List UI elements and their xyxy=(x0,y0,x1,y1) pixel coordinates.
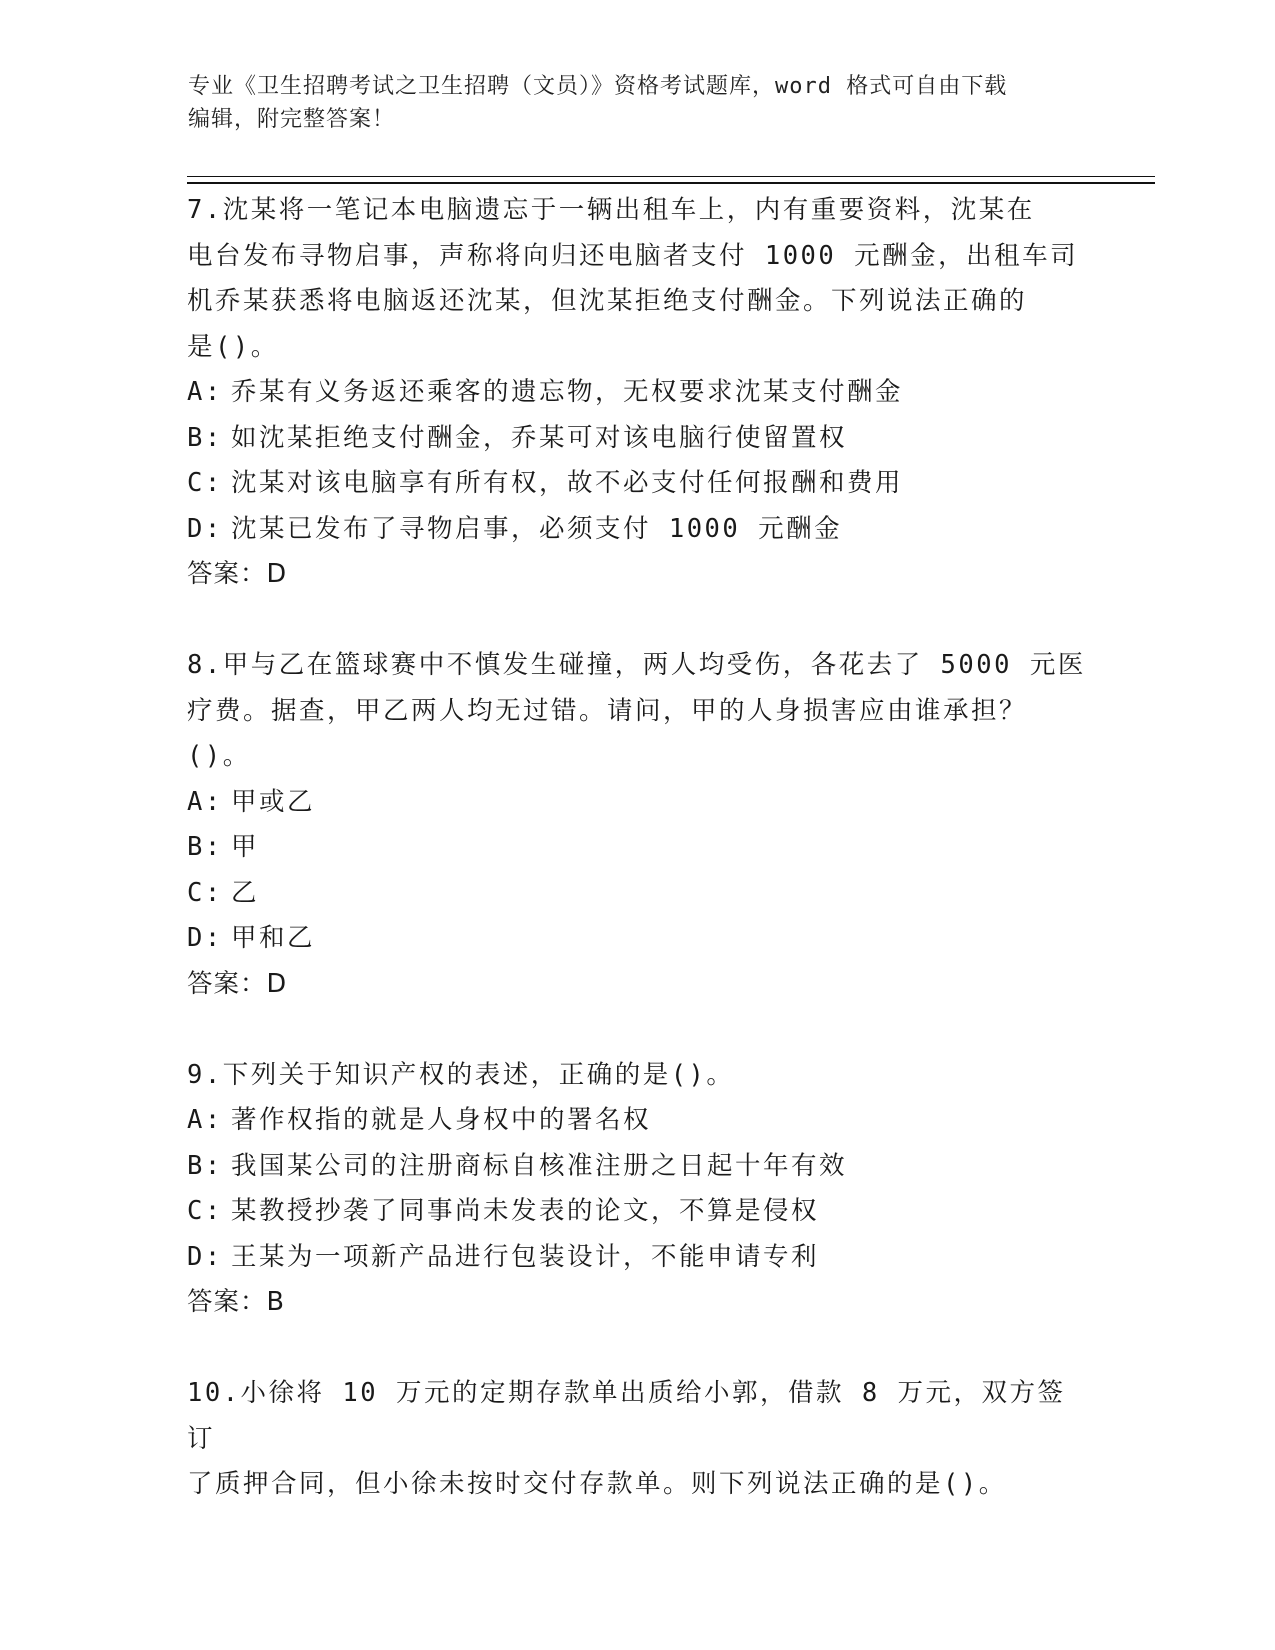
header-divider xyxy=(187,176,1155,177)
option-text: 甲和乙 xyxy=(231,923,316,953)
option-text: 乙 xyxy=(231,877,260,908)
option-letter: D: xyxy=(187,923,223,953)
option-text: 甲或乙 xyxy=(231,786,316,817)
option-a xyxy=(187,1098,1087,1144)
option-b xyxy=(187,1144,1087,1190)
page-header xyxy=(188,70,1068,136)
question-stem-line: 是()。 xyxy=(187,331,279,362)
question-list xyxy=(187,188,1087,1508)
option-letter: B: xyxy=(187,832,223,862)
option-text: 甲 xyxy=(231,832,260,862)
question-stem-line: 机乔某获悉将电脑返还沈某，但沈某拒绝支付酬金。下列说法正确的 xyxy=(187,286,1028,316)
option-d xyxy=(187,916,1087,962)
option-letter: A: xyxy=(187,377,223,407)
option-letter: A: xyxy=(187,786,223,817)
option-letter: C: xyxy=(187,1196,223,1226)
option-letter: D: xyxy=(187,1241,223,1272)
question-8 xyxy=(187,643,1087,1007)
option-text: 如沈某拒绝支付酬金，乔某可对该电脑行使留置权 xyxy=(231,422,848,453)
option-c xyxy=(187,871,1087,917)
option-d xyxy=(187,507,1087,553)
header-line: 专业《卫生招聘考试之卫生招聘（文员）》资格考试题库，word 格式可自由下载 xyxy=(188,74,1008,99)
option-text: 沈某对该电脑享有所有权，故不必支付任何报酬和费用 xyxy=(231,468,904,498)
option-text: 乔某有义务返还乘客的遗忘物，无权要求沈某支付酬金 xyxy=(231,377,904,407)
option-letter: D: xyxy=(187,513,223,544)
option-text: 沈某已发布了寻物启事，必须支付 1000 元酬金 xyxy=(231,513,843,544)
question-stem-line: ()。 xyxy=(187,741,251,771)
option-text: 王某为一项新产品进行包装设计，不能申请专利 xyxy=(231,1241,820,1272)
option-b xyxy=(187,825,1087,871)
question-stem-line: 电台发布寻物启事，声称将向归还电脑者支付 1000 元酬金，出租车司 xyxy=(187,240,1079,271)
option-a xyxy=(187,370,1087,416)
header-line: 编辑，附完整答案！ xyxy=(188,107,396,132)
question-stem-line: 7.沈某将一笔记本电脑遗忘于一辆出租车上，内有重要资料，沈某在 xyxy=(187,195,1035,225)
answer-line: 答案：B xyxy=(187,1287,285,1317)
answer-line: 答案：D xyxy=(187,968,288,999)
option-c xyxy=(187,461,1087,507)
option-letter: B: xyxy=(187,1150,223,1181)
option-letter: C: xyxy=(187,877,223,908)
question-stem-line: 10.小徐将 10 万元的定期存款单出质给小郭，借款 8 万元，双方签订 xyxy=(187,1378,1066,1454)
option-letter: B: xyxy=(187,422,223,453)
option-letter: A: xyxy=(187,1105,223,1135)
option-letter: C: xyxy=(187,468,223,498)
option-text: 著作权指的就是人身权中的署名权 xyxy=(231,1105,652,1135)
question-stem-line: 了质押合同，但小徐未按时交付存款单。则下列说法正确的是()。 xyxy=(187,1469,1007,1499)
option-b xyxy=(187,416,1087,462)
option-a xyxy=(187,780,1087,826)
answer-line: 答案：D xyxy=(187,559,288,589)
question-stem-line: 疗费。据查，甲乙两人均无过错。请问，甲的人身损害应由谁承担？ xyxy=(187,695,1028,726)
question-9 xyxy=(187,1053,1087,1326)
question-stem-line: 9.下列关于知识产权的表述，正确的是()。 xyxy=(187,1059,735,1090)
question-10 xyxy=(187,1371,1087,1508)
question-stem-line: 8.甲与乙在篮球赛中不慎发生碰撞，两人均受伤，各花去了 5000 元医 xyxy=(187,650,1086,680)
option-text: 我国某公司的注册商标自核准注册之日起十年有效 xyxy=(231,1150,848,1181)
option-text: 某教授抄袭了同事尚未发表的论文，不算是侵权 xyxy=(231,1196,820,1226)
option-c xyxy=(187,1189,1087,1235)
header-divider xyxy=(187,182,1155,184)
option-d xyxy=(187,1235,1087,1281)
question-7 xyxy=(187,188,1087,598)
